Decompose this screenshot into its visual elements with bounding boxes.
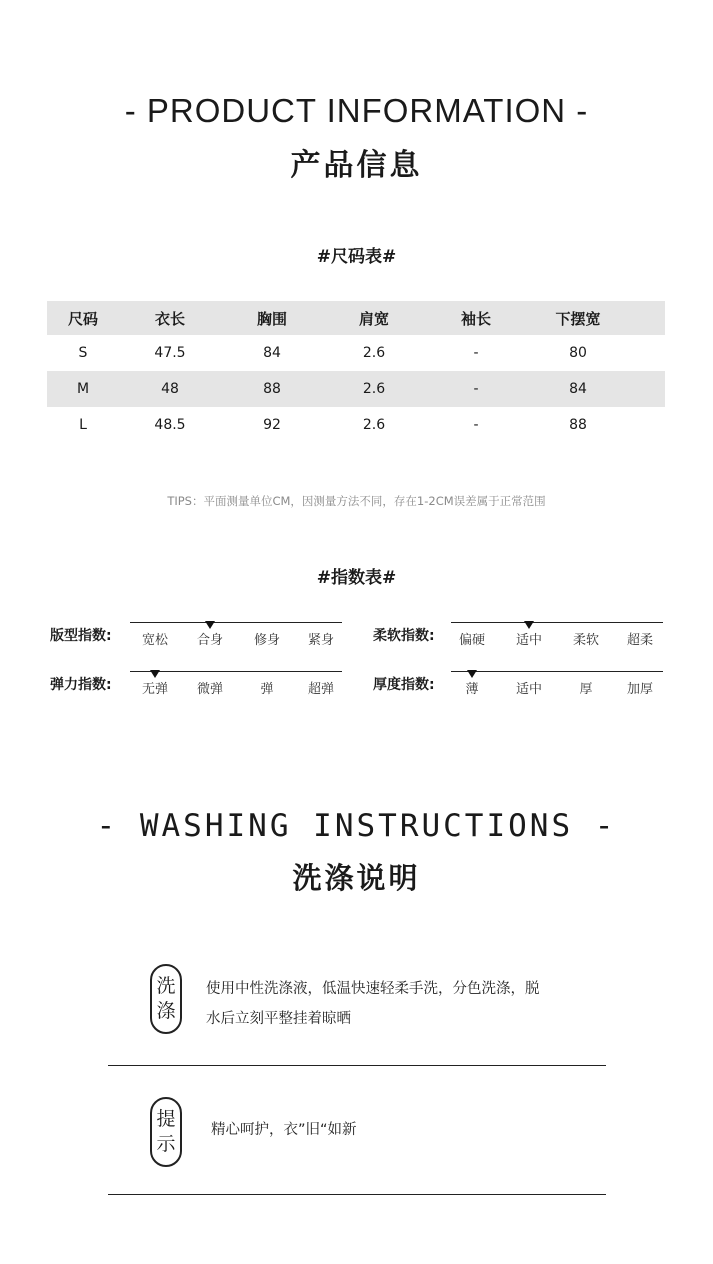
table-cell: -	[473, 417, 479, 433]
scale-line	[451, 622, 663, 623]
softness-option: 偏硬	[458, 633, 485, 648]
table-cell: 84	[263, 345, 281, 361]
fit-option: 紧身	[307, 633, 334, 648]
elasticity-option: 弹	[260, 682, 274, 697]
washing-instructions-title: - WASHING INSTRUCTIONS -	[96, 808, 617, 844]
fit-index-label: 版型指数:	[50, 628, 112, 644]
size-chart-table	[47, 301, 665, 443]
wash-badge	[150, 964, 182, 1034]
washing-instructions-title-cn: 洗涤说明	[292, 861, 421, 895]
product-information-title-cn: 产品信息	[290, 148, 423, 183]
wash-instruction-line: 使用中性洗涤液，低温快速轻柔手洗，分色洗涤，脱	[206, 981, 540, 997]
tip-line: 精心呵护，衣”旧“如新	[211, 1122, 357, 1138]
softness-option: 柔软	[572, 633, 599, 648]
badge-char: 涤	[156, 1000, 176, 1022]
table-cell: 2.6	[362, 345, 386, 361]
column-header-hem: 下摆宽	[527, 301, 629, 335]
size-chart-heading: #尺码表#	[316, 247, 397, 267]
index-chart-heading: #指数表#	[316, 568, 397, 588]
fit-index-scale	[130, 622, 342, 652]
selected-marker-icon	[205, 621, 215, 629]
measurement-tips: TIPS：平面测量单位CM，因测量方法不同，存在1-2CM误差属于正常范围	[167, 494, 546, 508]
fit-option: 修身	[253, 633, 280, 648]
selected-marker-icon	[150, 670, 160, 678]
table-cell: 80	[569, 345, 587, 361]
softness-index	[373, 622, 663, 652]
fit-index	[50, 622, 342, 652]
column-header-size: 尺码	[47, 301, 119, 335]
elasticity-index-scale	[130, 671, 342, 701]
elasticity-index-label: 弹力指数:	[50, 677, 112, 693]
table-cell: -	[425, 371, 527, 407]
thickness-index	[373, 671, 663, 701]
elasticity-option: 微弹	[196, 682, 223, 697]
column-header-length: 衣长	[119, 301, 221, 335]
badge-char: 示	[156, 1133, 176, 1155]
thickness-option: 加厚	[626, 682, 653, 697]
table-cell: 88	[221, 371, 323, 407]
softness-option: 超柔	[626, 633, 653, 648]
table-cell: -	[473, 345, 479, 361]
table-cell: 2.6	[323, 371, 425, 407]
scale-line	[130, 671, 342, 672]
table-row	[47, 371, 665, 407]
table-cell: 88	[569, 417, 587, 433]
softness-index-scale	[451, 622, 663, 652]
softness-option: 适中	[515, 633, 542, 648]
table-cell: S	[78, 345, 88, 361]
column-header-shoulder: 肩宽	[323, 301, 425, 335]
scale-line	[130, 622, 342, 623]
table-cell: 2.6	[362, 417, 386, 433]
table-cell: 48.5	[154, 417, 186, 433]
size-chart-header-row	[47, 301, 665, 335]
thickness-option: 厚	[579, 682, 593, 697]
elasticity-index	[50, 671, 342, 701]
thickness-index-scale	[451, 671, 663, 701]
table-cell: 47.5	[154, 345, 186, 361]
scale-line	[451, 671, 663, 672]
wash-instruction-text	[206, 974, 540, 1034]
tip-badge	[150, 1097, 182, 1167]
selected-marker-icon	[524, 621, 534, 629]
table-cell: 48	[119, 371, 221, 407]
table-cell: 84	[527, 371, 629, 407]
table-row	[47, 335, 665, 371]
fit-option: 宽松	[141, 633, 168, 648]
badge-char: 提	[156, 1108, 176, 1130]
table-cell: M	[47, 371, 119, 407]
elasticity-option: 无弹	[141, 682, 168, 697]
table-cell: L	[79, 417, 87, 433]
divider	[108, 1065, 606, 1066]
thickness-option: 薄	[465, 682, 479, 697]
tip-text	[211, 1115, 357, 1145]
badge-char: 洗	[156, 975, 176, 997]
elasticity-option: 超弹	[307, 682, 334, 697]
column-header-chest: 胸围	[221, 301, 323, 335]
thickness-index-label: 厚度指数:	[373, 677, 435, 693]
fit-option: 合身	[196, 633, 223, 648]
divider	[108, 1194, 606, 1195]
softness-index-label: 柔软指数:	[373, 628, 435, 644]
table-cell: 92	[263, 417, 281, 433]
thickness-option: 适中	[515, 682, 542, 697]
selected-marker-icon	[467, 670, 477, 678]
wash-instruction-line: 水后立刻平整挂着晾晒	[206, 1011, 351, 1027]
table-row	[47, 407, 665, 443]
column-header-sleeve: 袖长	[425, 301, 527, 335]
product-information-title: - PRODUCT INFORMATION -	[124, 92, 589, 129]
